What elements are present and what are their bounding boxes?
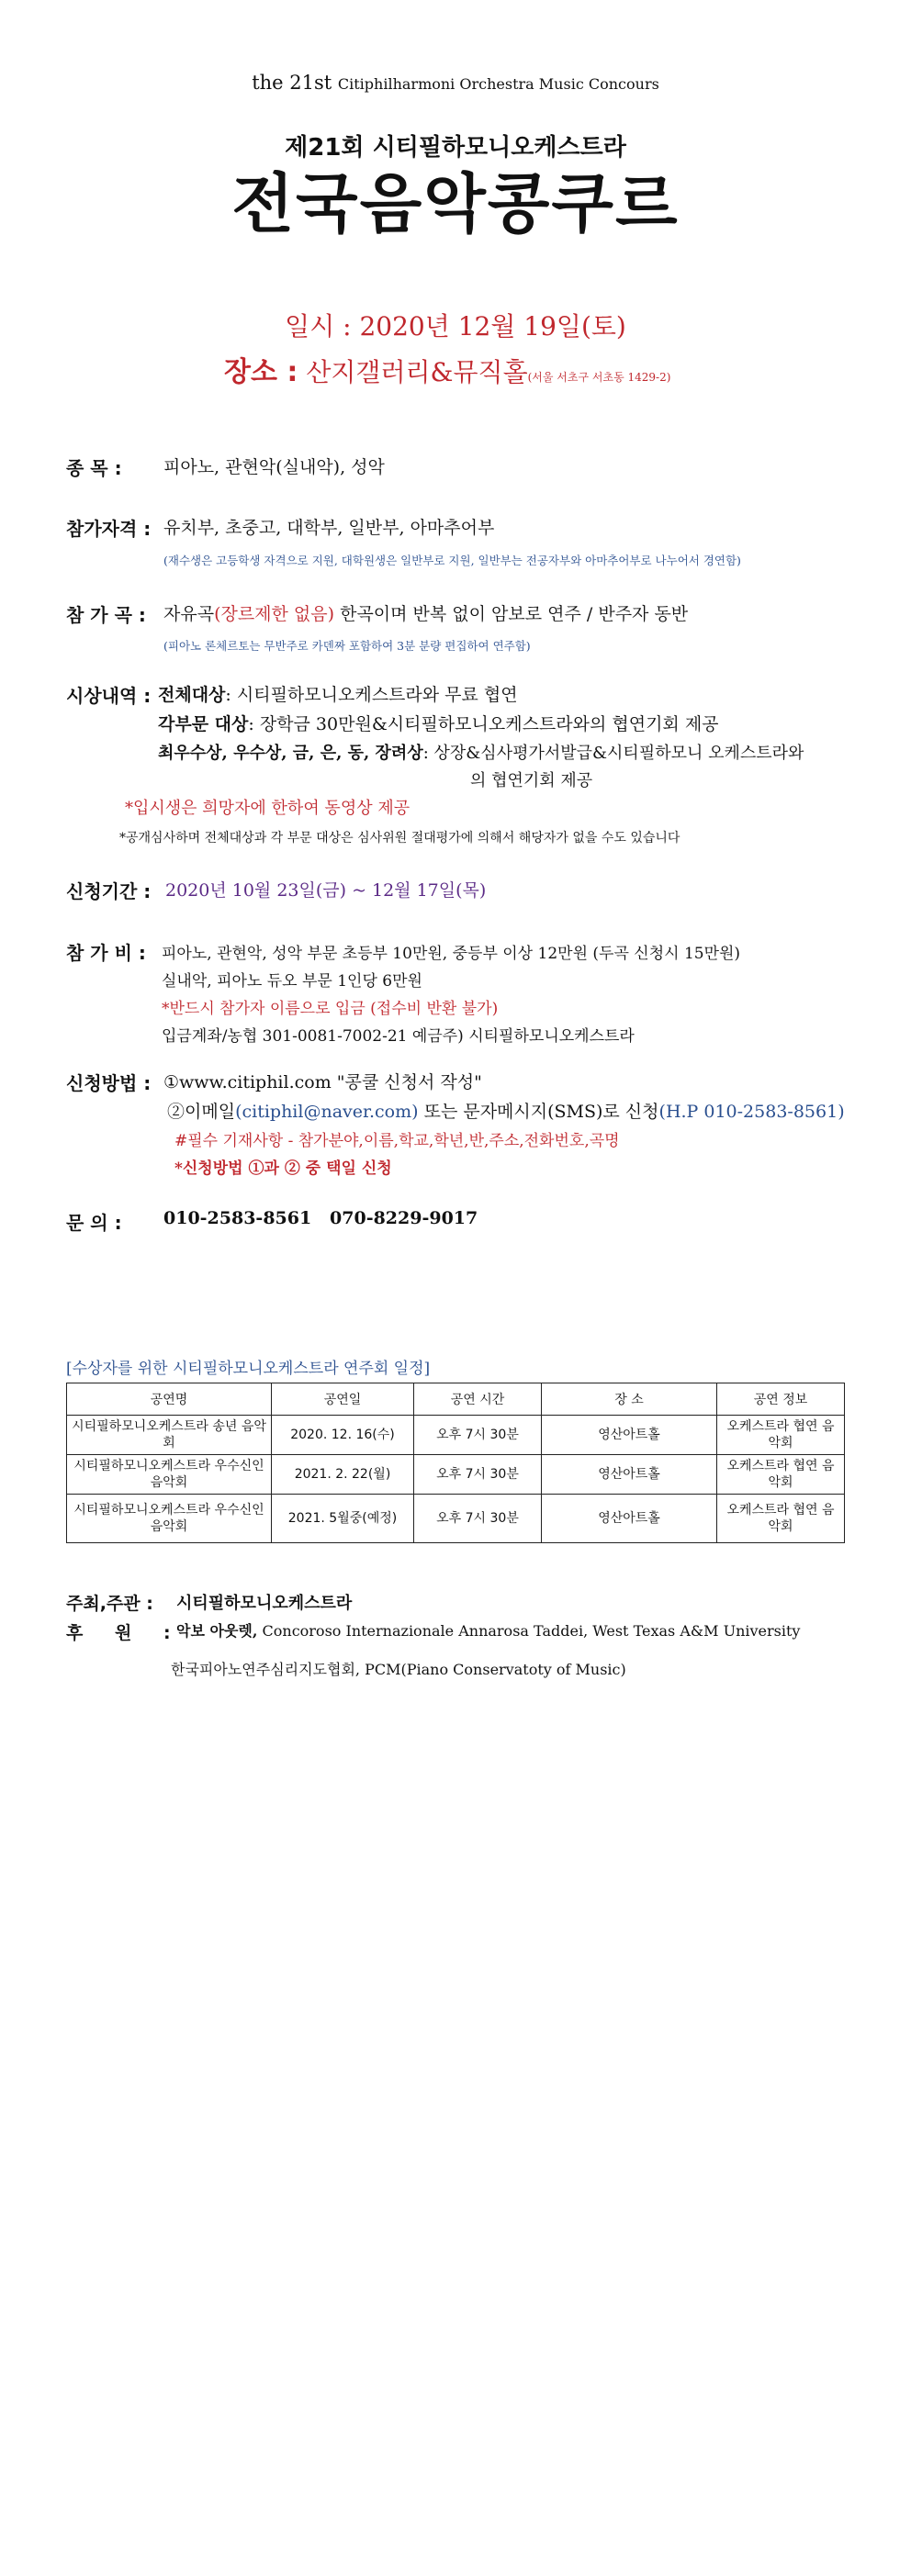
schedule-cell: 2021. 2. 22(월) bbox=[272, 1455, 414, 1495]
english-title-rest: Citiphilharmoni Orchestra Music Concours bbox=[337, 75, 659, 93]
schedule-cell: 오후 7시 30분 bbox=[414, 1495, 542, 1543]
piece-value-paren: (장르제한 없음) bbox=[214, 604, 335, 624]
support-label: 후 원 : bbox=[66, 1623, 171, 1643]
sub-title: 제21회 시티필하모니오케스트라 bbox=[285, 134, 626, 162]
category-label: 종 목 : bbox=[66, 457, 122, 479]
table-row bbox=[67, 1495, 845, 1543]
apply-line2 bbox=[167, 1098, 845, 1123]
piece-label: 참 가 곡 : bbox=[66, 604, 146, 626]
host-value: 시티필하모니오케스트라 bbox=[176, 1594, 353, 1613]
schedule-cell: 오케스트라 협연 음악회 bbox=[717, 1495, 845, 1543]
schedule-cell: 오케스트라 협연 음악회 bbox=[717, 1455, 845, 1495]
contact-label: 문 의 : bbox=[66, 1212, 122, 1234]
category-value: 피아노, 관현악(실내악), 성악 bbox=[163, 457, 385, 477]
awards-line4: 의 협연기회 제공 bbox=[470, 771, 593, 790]
schedule-header-row bbox=[67, 1383, 845, 1416]
apply-phone: (H.P 010-2583-8561) bbox=[658, 1102, 845, 1122]
eligibility-value: 유치부, 초중고, 대학부, 일반부, 아마추어부 bbox=[163, 518, 495, 538]
awards-note-black: *공개심사하며 전체대상과 각 부문 대상은 심사위원 절대평가에 의해서 해당자가 없을 수도 있습니다 bbox=[119, 831, 680, 846]
apply-label: 신청방법 : bbox=[66, 1072, 152, 1094]
schedule-cell: 영산아트홀 bbox=[542, 1495, 717, 1543]
period-label: 신청기간 : bbox=[66, 880, 152, 902]
piece-value-rest: 한곡이며 반복 없이 암보로 연주 / 반주자 동반 bbox=[334, 604, 689, 624]
venue-name: 산지갤러리&뮤직홀 bbox=[306, 357, 528, 387]
host-label: 주최,주관 : bbox=[66, 1594, 153, 1614]
awards-line1-bold: 전체대상 bbox=[158, 685, 226, 705]
event-date: 일시 : 2020년 12월 19일(토) bbox=[285, 311, 626, 342]
eligibility-label: 참가자격 : bbox=[66, 518, 152, 540]
main-title: 전국음악콩쿠르 bbox=[231, 166, 680, 241]
awards-label: 시상내역 : bbox=[66, 685, 152, 707]
eligibility-note: (재수생은 고등학생 자격으로 지원, 대학원생은 일반부로 지원, 일반부는 전공자부와 아마추어부로 나누어서 경연함) bbox=[163, 554, 741, 567]
event-venue bbox=[224, 349, 670, 389]
schedule-table bbox=[66, 1383, 845, 1543]
table-row bbox=[67, 1455, 845, 1495]
schedule-cell: 시티필하모니오케스트라 우수신인 음악회 bbox=[67, 1455, 272, 1495]
schedule-cell: 오후 7시 30분 bbox=[414, 1455, 542, 1495]
apply-email: (citiphil@naver.com) bbox=[235, 1102, 419, 1122]
english-title bbox=[0, 72, 911, 94]
apply-line2-prefix: ②이메일 bbox=[167, 1102, 236, 1122]
schedule-cell: 오후 7시 30분 bbox=[414, 1416, 542, 1455]
contact-value: 010-2583-8561 070-8229-9017 bbox=[163, 1208, 478, 1228]
schedule-header: 장 소 bbox=[542, 1383, 717, 1416]
schedule-header: 공연 정보 bbox=[717, 1383, 845, 1416]
apply-line2-mid: 또는 문자메시지(SMS)로 신청 bbox=[418, 1102, 659, 1122]
schedule-header: 공연 시간 bbox=[414, 1383, 542, 1416]
awards-line2-bold: 각부문 대상 bbox=[158, 714, 249, 734]
schedule-cell: 영산아트홀 bbox=[542, 1455, 717, 1495]
support-value2: 한국피아노연주심리지도협회, PCM(Piano Conservatoty of Music) bbox=[171, 1661, 626, 1678]
english-title-prefix: the 21st bbox=[252, 72, 332, 94]
piece-note: (피아노 론체르토는 무반주로 카덴짜 포함하여 3분 분량 편집하여 연주함) bbox=[163, 639, 531, 653]
table-row bbox=[67, 1416, 845, 1455]
period-value: 2020년 10월 23일(금) ~ 12월 17일(목) bbox=[165, 880, 487, 901]
awards-line3-bold: 최우수상, 우수상, 금, 은, 동, 장려상 bbox=[158, 744, 423, 763]
awards-line2 bbox=[158, 711, 719, 735]
fee-label: 참 가 비 : bbox=[66, 942, 146, 964]
fee-line4: 입금계좌/농협 301-0081-7002-21 예금주) 시티필하모니오케스트라 bbox=[162, 1027, 635, 1046]
support-value1-bold: 악보 아웃렛, bbox=[176, 1622, 258, 1640]
piece-value bbox=[163, 600, 688, 625]
schedule-cell: 오케스트라 협연 음악회 bbox=[717, 1416, 845, 1455]
fee-line2: 실내악, 피아노 듀오 부문 1인당 6만원 bbox=[162, 972, 422, 991]
support-value1 bbox=[176, 1619, 800, 1641]
venue-address: (서울 서초구 서초동 1429-2) bbox=[527, 371, 671, 384]
schedule-cell: 영산아트홀 bbox=[542, 1416, 717, 1455]
piece-value-prefix: 자유곡 bbox=[163, 604, 215, 624]
schedule-header: 공연명 bbox=[67, 1383, 272, 1416]
schedule-cell: 시티필하모니오케스트라 우수신인 음악회 bbox=[67, 1495, 272, 1543]
schedule-header: 공연일 bbox=[272, 1383, 414, 1416]
support-value1-rest: Concoroso Internazionale Annarosa Taddei, West Texas A&M University bbox=[257, 1622, 801, 1640]
awards-line1 bbox=[158, 681, 518, 706]
schedule-title: [수상자를 위한 시티필하모니오케스트라 연주회 일정] bbox=[66, 1360, 431, 1378]
fee-line3: *반드시 참가자 이름으로 입금 (접수비 반환 불가) bbox=[162, 1000, 499, 1018]
venue-label: 장소 : bbox=[224, 356, 298, 388]
awards-note-red: *입시생은 희망자에 한하여 동영상 제공 bbox=[125, 799, 411, 818]
apply-line1: ①www.citiphil.com "콩쿨 신청서 작성" bbox=[163, 1072, 482, 1092]
schedule-cell: 시티필하모니오케스트라 송년 음악회 bbox=[67, 1416, 272, 1455]
awards-line3 bbox=[158, 740, 804, 764]
awards-line3-rest: : 상장&심사평가서발급&시티필하모니 오케스트라와 bbox=[422, 744, 804, 763]
schedule-cell: 2021. 5월중(예정) bbox=[272, 1495, 414, 1543]
fee-line1: 피아노, 관현악, 성악 부문 초등부 10만원, 중등부 이상 12만원 (두곡 신청시 15만원) bbox=[162, 945, 741, 963]
schedule-cell: 2020. 12. 16(수) bbox=[272, 1416, 414, 1455]
awards-line1-rest: : 시티필하모니오케스트라와 무료 협연 bbox=[225, 685, 518, 705]
apply-line4: *신청방법 ①과 ② 중 택일 신청 bbox=[174, 1159, 392, 1178]
apply-line3: #필수 기재사항 - 참가분야,이름,학교,학년,반,주소,전화번호,곡명 bbox=[174, 1132, 620, 1150]
awards-line2-rest: : 장학금 30만원&시티필하모니오케스트라와의 협연기회 제공 bbox=[248, 714, 719, 734]
